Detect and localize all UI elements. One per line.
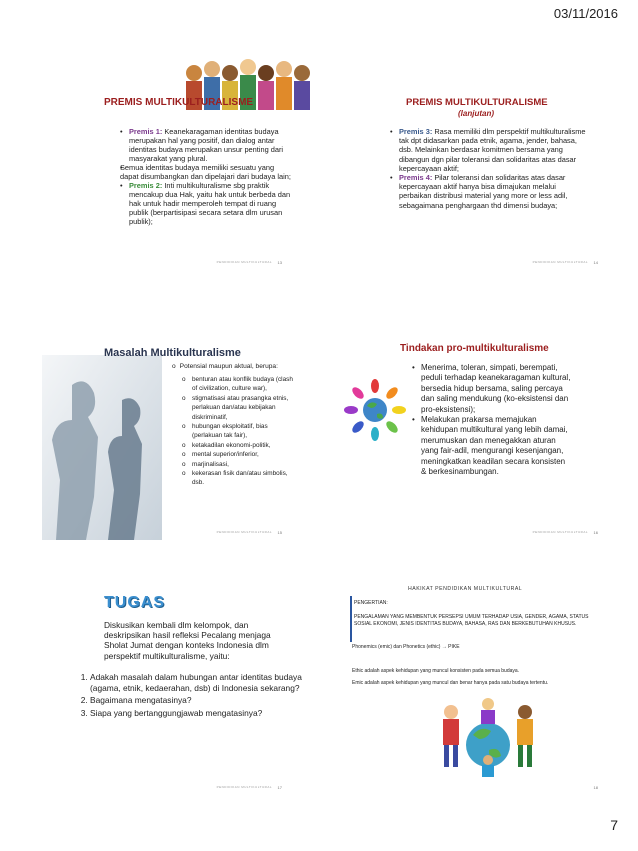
- section-heading: PENGERTIAN:: [354, 600, 388, 606]
- slide-number: 18: [593, 785, 598, 790]
- children-around-globe-illustration: [433, 690, 543, 780]
- bullet-item: • Premis 2: Inti multikulturalisme sbg praktik mencakup dua Hak, yaitu hak untuk berbeda dan hak untuk hadir memperoleh tempat di ruang publik (berpartisipasi secara setara dlm urusan publik);: [120, 181, 292, 226]
- list-item: 1. Adakah masalah dalam hubungan antar identitas budaya (agama, etnik, kedaerahan, dsb) di Indonesia sekarang?: [90, 672, 312, 693]
- slide-masalah: [12, 325, 312, 540]
- list-item: o kekerasan fisik dan/atau simbolis, dsb.: [182, 470, 288, 487]
- slide-title: HAKIKAT PENDIDIKAN MULTIKULTURAL: [408, 586, 523, 592]
- emic-text: Emic adalah aspek kehidupan yang muncul dan benar hanya pada satu budaya tertentu.: [352, 680, 549, 686]
- slide-subtitle: (lanjutan): [458, 109, 494, 118]
- silhouette-photo: [42, 355, 162, 540]
- list-item: o mental superior/inferior,: [182, 451, 259, 459]
- bullet-item: • Semua identitas budaya memiliki sesuatu yang dapat disumbangkan dan dipelajari dari budaya lain;: [120, 163, 292, 181]
- ethic-text: Ethic adalah aspek kehidupan yang muncul konsisten pada semua budaya.: [352, 668, 520, 674]
- list-item: o benturan atau konflik budaya (clash of civilization, culture war),: [182, 376, 293, 393]
- list-item: 2. Bagaimana mengatasinya?: [90, 695, 312, 706]
- slide-number: 16: [593, 530, 598, 535]
- bullet-item: • Premis 3: Rasa memiliki dlm perspektif multikulturalisme tak dpt didasarkan pada etnik, agama, jender, bahasa, dsb. Melainkan berdasar komitmen bersama yang dibangun dgn pilar toleransi dan solidaritas atas dasar kepercayaan aktif;: [390, 127, 590, 173]
- phonemics-text: Phonemics (emic) dan Phonetics (ethic) → PIKE: [352, 644, 460, 650]
- bullet-list: [412, 363, 572, 477]
- problem-list: [182, 375, 294, 488]
- slide-premis-2: [328, 55, 628, 270]
- bullet-list: [390, 127, 590, 210]
- definition-text: PENGALAMAN YANG MEMBENTUK PERSEPSI UMUM TERHADAP USIA, GENDER, AGAMA, STATUS SOSIAL EKONOMI, JENIS IDENTITAS BUDAYA, BAHASA, RAS DAN BERKEBUTUHAN KHUSUS.: [354, 614, 589, 627]
- slide-title: PREMIS MULTIKULTURALISME: [406, 97, 548, 108]
- page-number: 7: [610, 817, 618, 833]
- slide-number: 15: [277, 530, 282, 535]
- slide-footer: PENDIDIKAN MULTIKULTURAL: [532, 530, 588, 534]
- list-item: o stigmatisasi atau prasangka etnis, perlakuan dan/atau kebijakan diskriminatif,: [182, 394, 289, 421]
- slide-footer: PENDIDIKAN MULTIKULTURAL: [216, 530, 272, 534]
- slide-title: TUGAS: [104, 594, 165, 611]
- slide-number: 17: [277, 785, 282, 790]
- bullet-item: • Menerima, toleran, simpati, berempati, peduli terhadap keanekaragaman kultural, bersedia hidup bersama, saling percaya dan saling mendukung (ko-eksistensi dan pro-eksistensi);: [412, 363, 572, 415]
- date: 03/11/2016: [553, 6, 618, 21]
- list-item: o marjinalisasi,: [182, 460, 229, 468]
- slide-premis-1: [12, 55, 312, 270]
- list-item: 3. Siapa yang bertanggungjawab mengatasinya?: [90, 708, 312, 719]
- question-list: [72, 672, 312, 720]
- bullet-list: [120, 127, 292, 226]
- section-bar: [350, 596, 352, 642]
- slide-footer: PENDIDIKAN MULTIKULTURAL: [532, 260, 588, 264]
- slide-title: Masalah Multikulturalisme: [104, 347, 241, 359]
- slide-title: Tindakan pro-multikulturalisme: [400, 343, 549, 354]
- list-item: o ketakadilan ekonomi-politik,: [182, 441, 271, 449]
- slide-title: PREMIS MULTIKULTURALISME: [104, 97, 254, 108]
- slide-number: 13: [277, 260, 282, 265]
- intro-text: Diskusikan kembali dlm kelompok, dan deskripsikan hasil refleksi Pecalang menjaga Sholat Jumat dengan konteks Indonesia dlm perspektif multikulturalisme, yaitu:: [104, 620, 271, 661]
- slide-hakikat: [328, 580, 628, 795]
- slide-number: 14: [593, 260, 598, 265]
- intro-text: o Potensial maupun aktual, berupa:: [172, 363, 278, 370]
- slide-tindakan: [328, 325, 628, 540]
- slide-footer: PENDIDIKAN MULTIKULTURAL: [216, 785, 272, 789]
- slide-footer: PENDIDIKAN MULTIKULTURAL: [216, 260, 272, 264]
- hands-around-globe-illustration: [342, 377, 408, 443]
- bullet-item: • Melakukan prakarsa memajukan kehidupan multikultural yang lebih damai, merumuskan dan menegakkan aturan yang fair-adil, mengurangi kesenjangan, meningkatkan keadilan secara konsisten & berkesinambungan.: [412, 415, 572, 477]
- list-item: o hubungan eksploitatif, bias (perlakuan tak fair),: [182, 423, 268, 440]
- bullet-item: • Premis 4: Pilar toleransi dan solidaritas atas dasar kepercayaan aktif hanya bisa dimajukan melalui perbaikan distribusi material yang more or less adil, sebagaimana penghargaan thd dimensi budaya;: [390, 173, 590, 210]
- slide-tugas: [12, 580, 312, 795]
- bullet-item: • Premis 1: Keanekaragaman identitas budaya merupakan hal yang positif, dan dialog antar identitas budaya merupakan unsur penting dari masyarakat yang plural.: [120, 127, 292, 163]
